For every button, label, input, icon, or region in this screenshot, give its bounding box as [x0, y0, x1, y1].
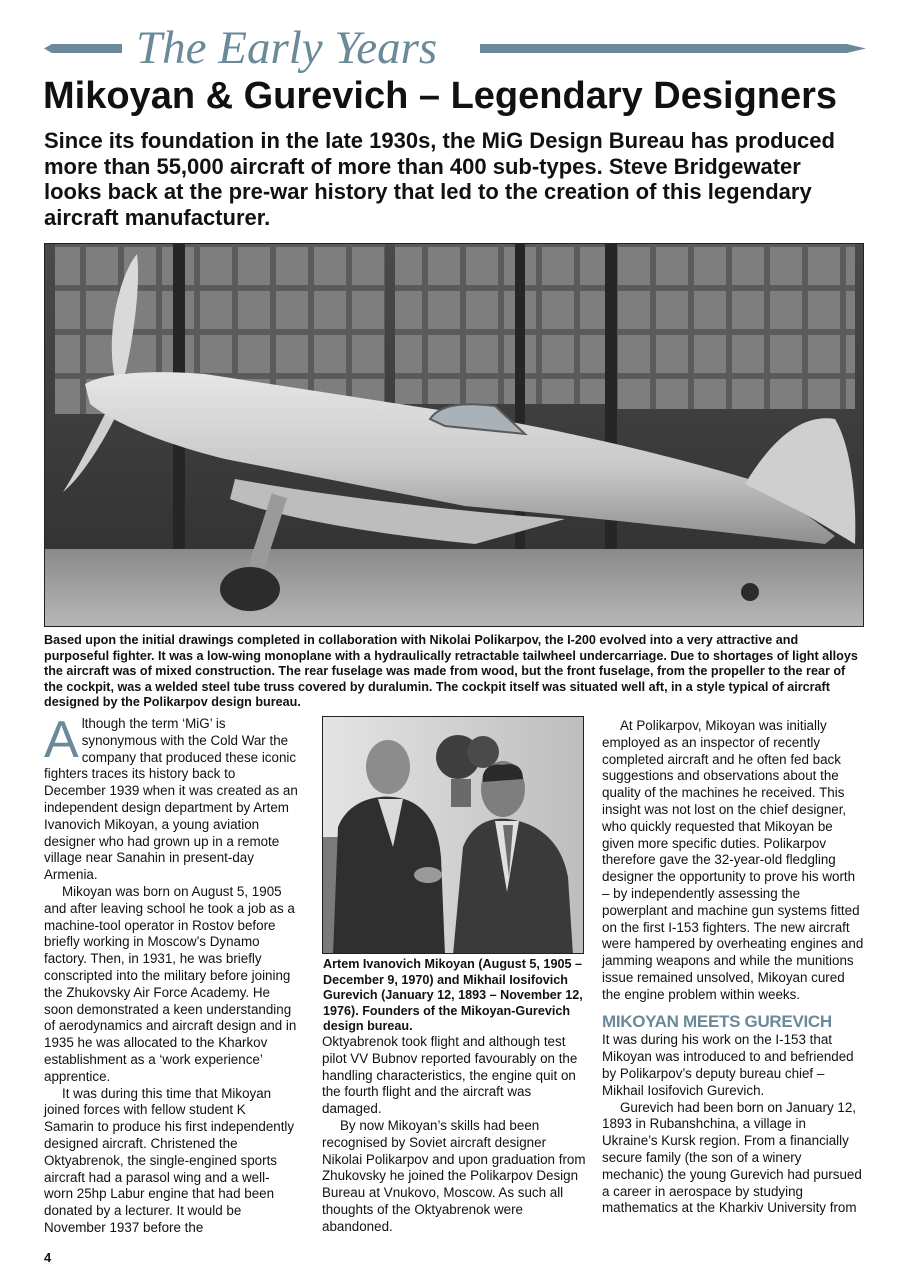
subheading: MIKOYAN MEETS GUREVICH: [602, 1011, 832, 1031]
article-column-3: [602, 718, 864, 1217]
portrait-caption: Artem Ivanovich Mikoyan (August 5, 1905 – December 9, 1970) and Mikhail Iosifovich Gurevich (January 12, 1893 – November 12, 1976). Founders of the Mikoyan-Gurevich design bureau.: [323, 957, 583, 1033]
paragraph: It was during his work on the I-153 that Mikoyan was introduced to and befriended by Polikarpov’s deputy bureau chief – Mikhail Iosifovich Gurevich.: [602, 1032, 854, 1098]
paragraph: Although the term ‘MiG’ is synonymous with the Cold War the company that produced these iconic fighters traces its history back to December 1939 when it was created as an independent design department by Artem Ivanovich Mikoyan, a young aviation designer who had grown up in a remote village near Sanahin in present-day Armenia.: [44, 711, 298, 883]
main-photo-caption: Based upon the initial drawings completed in collaboration with Nikolai Polikarpov, the I-200 evolved into a very attractive and purposeful fighter. It was a low-wing monoplane with a hydraulically retractable tailwheel undercarriage. Due to shortages of light alloys the aircraft was of mixed construction. The rear fuselage was made from wood, but the front fuselage, from the propeller to the rear of the cockpit, was a welded steel tube truss covered by duralumin. The cockpit itself was situated well aft, in a style typical of aircraft designed by the Polikarpov design bureau.: [44, 633, 858, 710]
portrait-photo: [322, 716, 584, 954]
paragraph: Mikoyan was born on August 5, 1905 and after leaving school he took a job as a machine-tool operator in Rostov before briefly working in Moscow’s Dynamo factory. Then, in 1931, he was briefly conscripted into the military before joining the Zhukovsky Air Force Academy. He soon demonstrated a keen understanding of aerodynamics and aircraft design and in 1935 he was allocated to the Kharkov establishment as a ‘work experience’ apprentice.: [44, 883, 297, 1084]
article-column-1: [44, 711, 298, 1237]
section-rule-left: [44, 44, 122, 53]
aircraft-photo: [44, 243, 864, 627]
paragraph: At Polikarpov, Mikoyan was initially employed as an inspector of recently completed aircraft and he often fed back suggestions and observations about the quality of the machines he received. This insight was not lost on the chief designer, who quickly requested that Mikoyan be given more specific duties. Polikarpov therefore gave the 32-year-old fledgling designer the opportunity to prove his worth – by independently assessing the powerplant and machine gun systems fitted on the first I-153 fighters. The new aircraft were hampered by overheating engines and jamming weapons and while the munitions issue remained unsolved, Mikoyan cured the engine problem within weeks.: [602, 718, 864, 1002]
page-number: 4: [44, 1250, 52, 1265]
article-column-2: [322, 1034, 586, 1236]
standfirst: Since its foundation in the late 1930s, the MiG Design Bureau has produced more than 55,000 aircraft of more than 400 sub-types. Steve Bridgewater looks back at the pre-war history that led to the creation of this legendary aircraft manufacturer.: [44, 128, 835, 230]
paragraph: By now Mikoyan’s skills had been recognised by Soviet aircraft designer Nikolai Polikarpov and upon graduation from Zhukovsky he joined the Polikarpov Design Bureau at Vnukovo, Moscow. As such all thoughts of the Oktyabrenok were abandoned.: [322, 1117, 586, 1234]
paragraph: Gurevich had been born on January 12, 1893 in Rubanshchina, a village in Ukraine’s Kursk region. From a financially secure family (the son of a winery mechanic) the young Gurevich had pursued a career in aerospace by studying mathematics at the Kharkiv University from: [602, 1099, 862, 1216]
paragraph: It was during this time that Mikoyan joined forces with fellow student K Samarin to produce his first independently designed aircraft. Christened the Oktyabrenok, the single-engined sports aircraft had a parasol wing and a well-worn 25hp Labur engine that had been donated by a lecturer. It would be November 1937 before the: [44, 1085, 295, 1235]
headline: Mikoyan & Gurevich – Legendary Designers: [43, 75, 838, 117]
section-title: The Early Years: [136, 22, 438, 74]
section-rule-right: [480, 44, 866, 53]
section-header: [44, 22, 866, 74]
drop-cap: A: [44, 711, 79, 769]
paragraph: Oktyabrenok took flight and although test pilot VV Bubnov reported favourably on the handling characteristics, the engine quit on the fourth flight and the aircraft was damaged.: [322, 1034, 578, 1117]
